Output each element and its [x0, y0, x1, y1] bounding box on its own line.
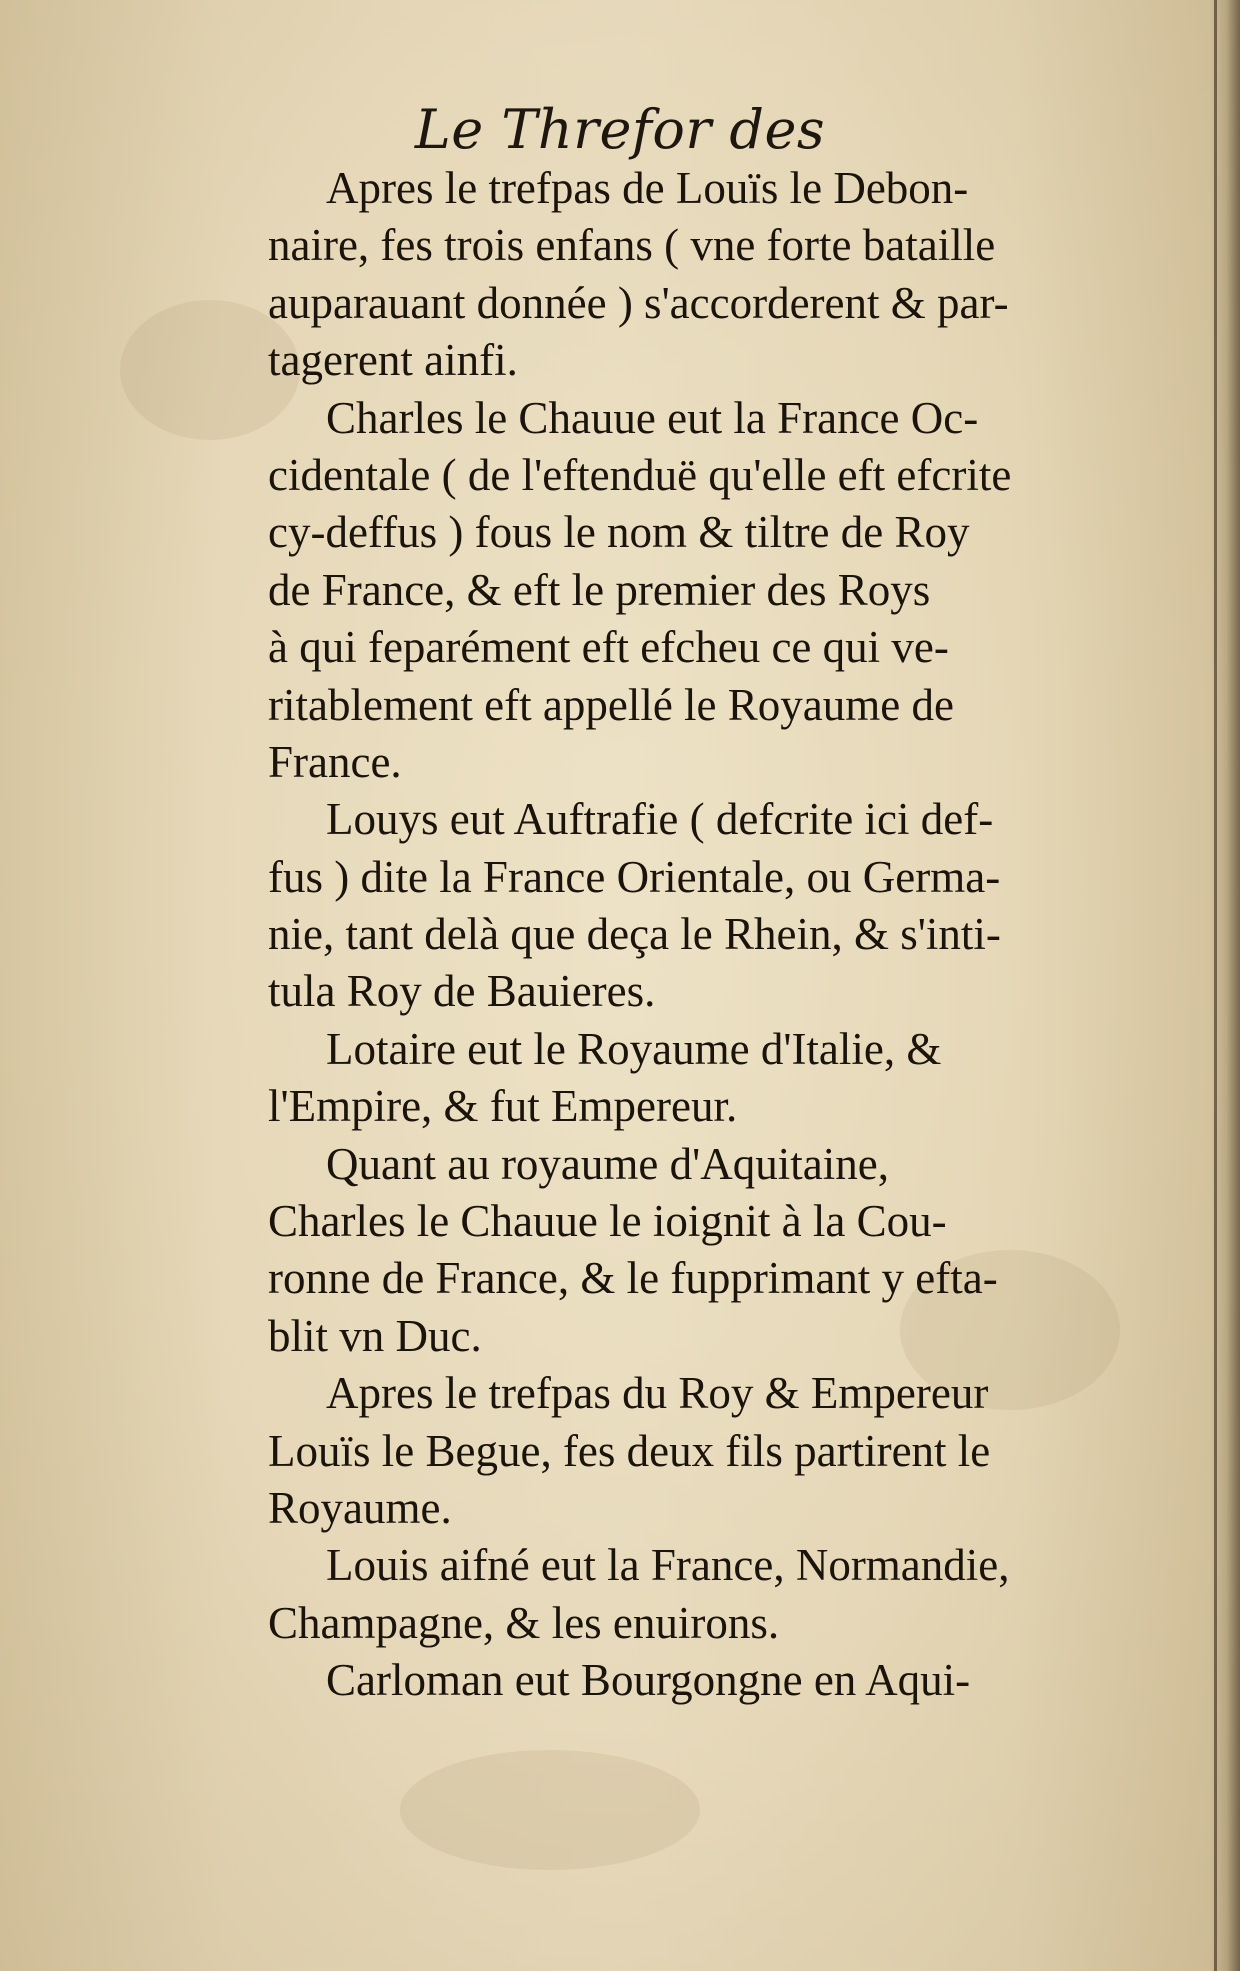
- text-line: Louys eut Auftrafie ( defcrite ici def-: [326, 794, 994, 845]
- text-line: cy-deffus ) fous le nom & tiltre de Roy: [268, 507, 970, 558]
- body-text: [268, 160, 1098, 1710]
- text-line: blit vn Duc.: [268, 1310, 482, 1361]
- text-line: Louis aifné eut la France, Normandie,: [326, 1540, 1010, 1591]
- text-line: cidentale ( de l'eftenduë qu'elle eft efcrite: [268, 449, 1012, 500]
- text-line: Louïs le Begue, fes deux fils partirent le: [268, 1425, 991, 1476]
- text-line: l'Empire, & fut Empereur.: [268, 1081, 738, 1132]
- text-line: fus ) dite la France Orientale, ou Germa-: [268, 851, 1001, 902]
- text-line: nie, tant delà que deça le Rhein, & s'inti-: [268, 909, 1001, 960]
- page-edge-shadow: [1210, 0, 1240, 1971]
- text-line: Quant au royaume d'Aquitaine,: [326, 1138, 889, 1189]
- text-line: ronne de France, & le fupprimant y efta-: [268, 1253, 998, 1304]
- text-line: tagerent ainfi.: [268, 335, 518, 386]
- text-line: Champagne, & les enuirons.: [268, 1597, 780, 1648]
- text-line: Apres le trefpas de Louïs le Debon-: [326, 163, 969, 213]
- text-line: Charles le Chauue eut la France Oc-: [326, 392, 979, 443]
- running-head: Le Threfor des: [414, 98, 826, 161]
- text-line: Lotaire eut le Royaume d'Italie, &: [326, 1023, 942, 1074]
- text-line: naire, fes trois enfans ( vne forte bataille: [268, 220, 996, 271]
- text-line: de France, & eft le premier des Roys: [268, 564, 931, 615]
- text-line: auparauant donnée ) s'accorderent & par-: [268, 277, 1009, 328]
- text-line: Charles le Chauue le ioignit à la Cou-: [268, 1196, 947, 1247]
- text-line: Royaume.: [268, 1482, 452, 1533]
- text-line: ritablement eft appellé le Royaume de: [268, 679, 954, 730]
- text-line: Carloman eut Bourgongne en Aqui-: [326, 1655, 971, 1706]
- text-line: à qui feparément eft efcheu ce qui ve-: [268, 622, 949, 673]
- text-line: tula Roy de Bauieres.: [268, 966, 656, 1017]
- text-line: Apres le trefpas du Roy & Empereur: [326, 1368, 989, 1419]
- text-line: France.: [268, 736, 402, 787]
- paper-stain: [400, 1750, 700, 1870]
